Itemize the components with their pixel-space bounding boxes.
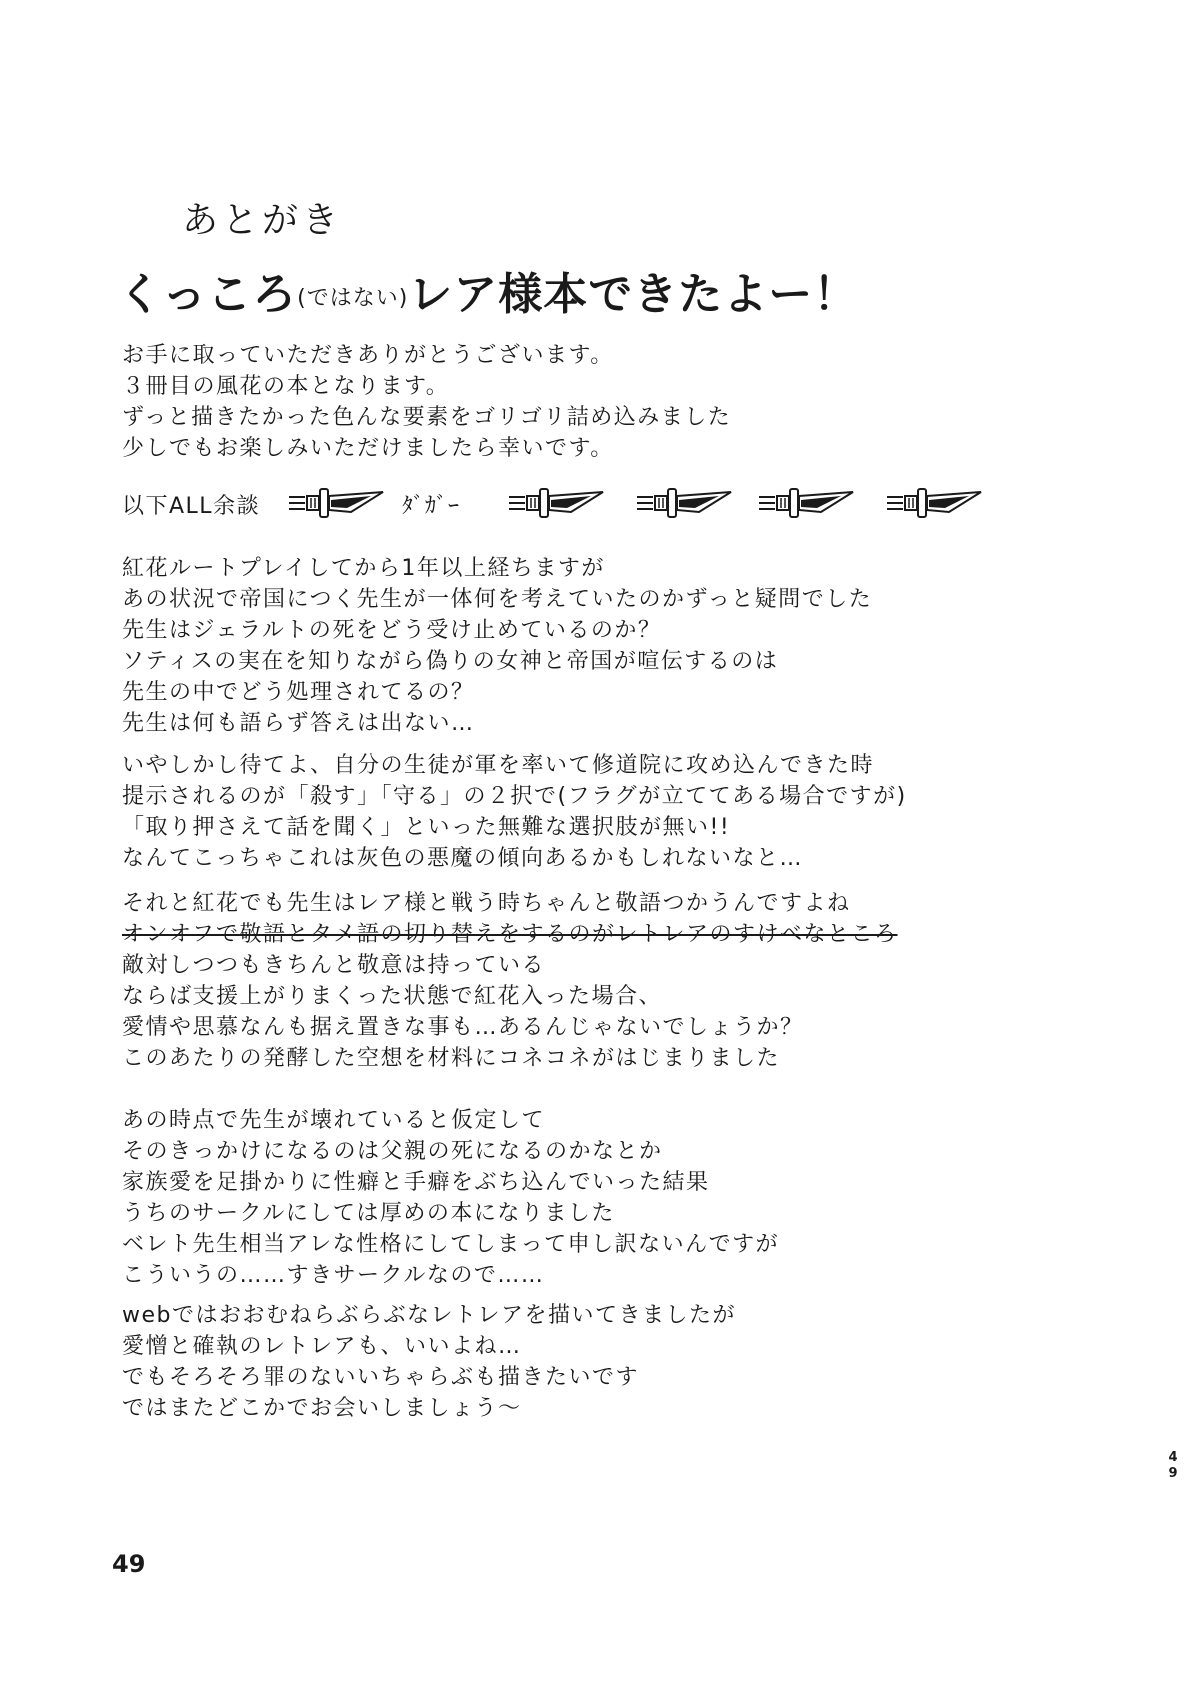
sword-icon (507, 485, 607, 521)
text-line: ベレト先生相当アレな性格にしてしまって申し訳ないんですが (122, 1232, 780, 1257)
text-line: 先生はジェラルトの死をどう受け止めているのか？ (122, 618, 662, 643)
paragraph-6 (122, 1300, 736, 1424)
text-line: webではおおむねらぶらぶなレトレアを描いてきましたが (122, 1303, 736, 1328)
text-line: ではまたどこかでお会いしましょう〜 (122, 1396, 522, 1421)
text-line: あの時点で先生が壊れていると仮定して (122, 1108, 546, 1133)
text-line: ならば支援上がりまくった状態で紅花入った場合、 (122, 984, 663, 1009)
headline-aside: (ではない) (297, 286, 409, 311)
text-line: うちのサークルにしては厚めの本になりました (122, 1201, 615, 1226)
headline (118, 258, 858, 322)
text-line: このあたりの発酵した空想を材料にコネコネがはじまりました (122, 1046, 781, 1071)
text-line: それと紅花でも先生はレア様と戦う時ちゃんと敬語つかうんですよね (122, 891, 851, 916)
text-line: 敵対しつつもきちんと敬意は持っている (122, 953, 546, 978)
side-page-number-digit: 4 (1168, 1450, 1178, 1465)
aside-sound-text: ﾀﾞｶﾞｰ (402, 494, 461, 519)
aside-label: 以下ALL余談 (122, 494, 261, 519)
text-line: こういうの……すきサークルなので…… (122, 1263, 545, 1288)
side-page-number-digit: 9 (1168, 1466, 1178, 1481)
text-line: 少しでもお楽しみいただけましたら幸いです。 (122, 436, 614, 461)
text-line: なんてこっちゃこれは灰色の悪魔の傾向あるかもしれないなと… (122, 846, 804, 871)
text-line: 提示されるのが「殺す」「守る」の２択で(フラグが立ててある場合ですが) (122, 784, 907, 809)
section-title: あとがき (182, 200, 343, 241)
text-line: 紅花ルートプレイしてから1年以上経ちますが (122, 556, 605, 581)
text-line: でもそろそろ罪のないいちゃらぶも描きたいです (122, 1365, 640, 1390)
headline-main-1: くっころ (118, 269, 298, 320)
sword-icon (635, 485, 735, 521)
paragraph-2 (122, 553, 872, 739)
text-line: いやしかし待てよ、自分の生徒が軍を率いて修道院に攻め込んできた時 (122, 753, 875, 778)
text-line: 愛情や思慕なんも据え置きな事も…あるんじゃないでしょうか？ (122, 1015, 804, 1040)
text-line: 先生は何も語らず答えは出ない… (122, 711, 475, 736)
sword-icon (287, 485, 387, 521)
text-line: ３冊目の風花の本となります。 (122, 374, 450, 399)
paragraph-5 (122, 1105, 779, 1291)
headline-main-2: レア様本できたよー！ (408, 269, 859, 320)
text-line: ソティスの実在を知りながら偽りの女神と帝国が喧伝するのは (122, 649, 779, 674)
text-line: お手に取っていただきありがとうございます。 (122, 343, 614, 368)
text-line: ずっと描きたかった色んな要素をゴリゴリ詰め込みました (122, 405, 732, 430)
text-line: 「取り押さえて話を聞く」といった無難な選択肢が無い!! (122, 815, 731, 840)
text-line: 先生の中でどう処理されてるの？ (122, 680, 475, 705)
text-line: 家族愛を足掛かりに性癖と手癖をぶち込んでいった結果 (122, 1170, 710, 1195)
sword-icon (885, 485, 985, 521)
text-line: そのきっかけになるのは父親の死になるのかなとか (122, 1139, 663, 1164)
sword-icon (757, 485, 857, 521)
paragraph-4 (122, 888, 898, 1074)
aside-divider (122, 485, 1022, 525)
struck-text-line: オンオフで敬語とタメ語の切り替えをするのがレトレアのすけべなところ (122, 922, 898, 947)
paragraph-3 (122, 750, 907, 874)
side-page-number (1166, 1450, 1180, 1482)
text-line: 愛憎と確執のレトレアも、いいよね… (122, 1334, 522, 1359)
paragraph-1 (122, 340, 731, 464)
page-number: 49 (112, 1550, 146, 1578)
text-line: あの状況で帝国につく先生が一体何を考えていたのかずっと疑問でした (122, 587, 873, 612)
